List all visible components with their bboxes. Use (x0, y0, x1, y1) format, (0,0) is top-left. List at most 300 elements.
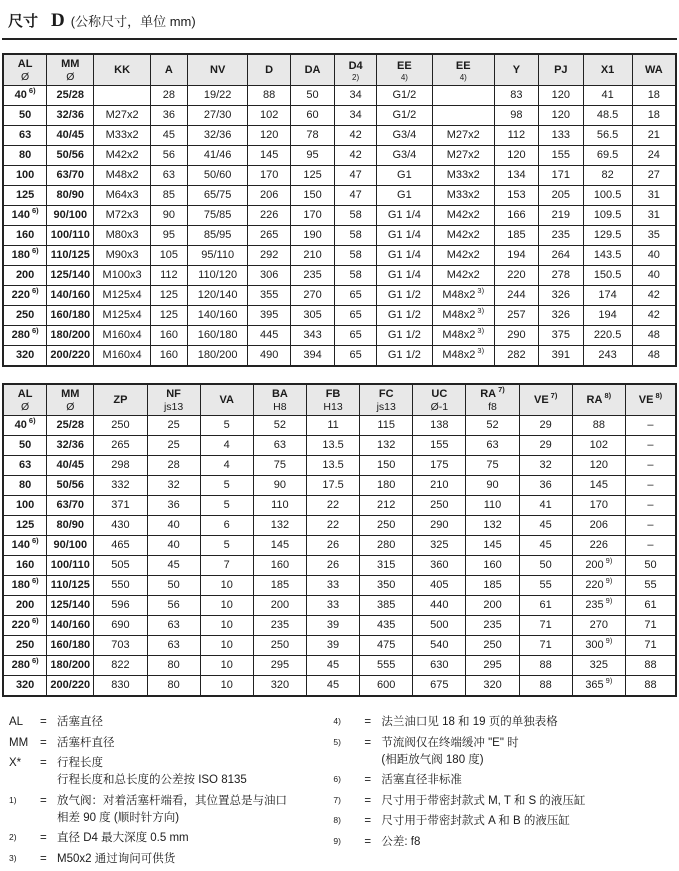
table-row (3, 146, 676, 166)
table-cell: 220 $^{6)}$ (3, 286, 47, 306)
column-subheader: f8 (488, 401, 497, 413)
table-cell: 50/56 (47, 146, 94, 166)
column-subheader: js13 (163, 401, 184, 413)
footnote-text-line: M50x2 通过询问可供货 (57, 852, 176, 865)
table-cell: – (625, 536, 676, 556)
footnote-text (381, 714, 671, 731)
table-cell: 112 (150, 266, 187, 286)
table-cell: 110/120 (187, 266, 248, 286)
column-header: FC js13 (360, 384, 413, 416)
table-cell: 475 (360, 636, 413, 656)
table-cell: 320 (253, 676, 306, 697)
table-cell: 206 (572, 516, 625, 536)
footnotes (9, 714, 671, 871)
table-cell: 32/36 (47, 106, 94, 126)
column-header: MM Ø (47, 54, 94, 86)
table-cell: 298 (94, 456, 147, 476)
table-cell: 200 $^{9)}$ (572, 556, 625, 576)
table-cell: 36 (150, 106, 187, 126)
table-row (3, 306, 676, 326)
table-cell: G1 (376, 166, 432, 186)
table-cell: 69.5 (583, 146, 632, 166)
column-header: KK (94, 54, 151, 86)
table-cell: 280 $^{6)}$ (3, 326, 47, 346)
table-row (3, 346, 676, 367)
table-cell: 270 (572, 616, 625, 636)
table-cell: 185 (466, 576, 519, 596)
table-cell: 465 (94, 536, 147, 556)
column-header: AL Ø (3, 54, 47, 86)
table-cell: 29 (519, 416, 572, 436)
table-row (3, 496, 676, 516)
table-cell: 175 (413, 456, 466, 476)
table-cell: M33x2 (432, 166, 494, 186)
footnote-item (333, 714, 671, 731)
table-cell: 200 (3, 266, 47, 286)
table-cell: G1 (376, 186, 432, 206)
table-cell: 110 (466, 496, 519, 516)
column-header: BA H8 (253, 384, 306, 416)
table-cell: 78 (290, 126, 334, 146)
table-row (3, 616, 676, 636)
table-cell: 102 (572, 436, 625, 456)
footnote-marker: 2) (9, 832, 17, 842)
header-row (3, 54, 676, 86)
table-cell: 88 (519, 676, 572, 697)
table-cell: 34 (335, 86, 377, 106)
table-cell: 25 (147, 416, 200, 436)
table-row (3, 676, 676, 697)
column-header: EE 4) (376, 54, 432, 86)
footnote-text-line: 相差 90 度 (顺时针方向) (57, 811, 180, 824)
table-cell: 290 (413, 516, 466, 536)
table-cell: 243 (583, 346, 632, 367)
footnote-text (57, 793, 333, 827)
table-cell: 830 (94, 676, 147, 697)
table-cell: 194 (494, 246, 538, 266)
table-cell: 45 (519, 516, 572, 536)
table-cell: 200 (466, 596, 519, 616)
table-cell: 63/70 (47, 496, 94, 516)
table-cell: 320 (3, 676, 47, 697)
column-header: EE 4) (432, 54, 494, 86)
table-cell: M90x3 (94, 246, 151, 266)
footnote-reference: 6) (31, 286, 39, 296)
table-cell: 22 (306, 496, 359, 516)
table-cell: 90/100 (47, 206, 94, 226)
table-cell: 500 (413, 616, 466, 636)
table-cell: 48 (632, 326, 676, 346)
table-cell: 85 (150, 186, 187, 206)
table-cell: 65/75 (187, 186, 248, 206)
table-cell: 822 (94, 656, 147, 676)
table-cell: – (625, 416, 676, 436)
table-cell: 394 (290, 346, 334, 367)
footnote-text-line: 节流阀仅在终端缓冲 "E" 时 (381, 736, 519, 749)
table-row (3, 456, 676, 476)
table-cell: 47 (335, 186, 377, 206)
table-cell: 17.5 (306, 476, 359, 496)
table-cell: 315 (360, 556, 413, 576)
table-cell: 45 (519, 536, 572, 556)
equals-sign: = (364, 815, 372, 827)
table-cell: 155 (413, 436, 466, 456)
footnote-text-line: 公差: f8 (381, 835, 421, 848)
column-subheader: Ø (21, 71, 30, 83)
table-cell: 205 (539, 186, 583, 206)
table-cell: 56 (147, 596, 200, 616)
footnote-reference: 6) (31, 616, 39, 626)
table-cell: M160x4 (94, 326, 151, 346)
table-cell: 36 (519, 476, 572, 496)
table-cell: 10 (200, 676, 253, 697)
table-cell: 40 (632, 246, 676, 266)
table-cell: 80 (147, 676, 200, 697)
table-cell: 365 $^{9)}$ (572, 676, 625, 697)
table-cell: 50 (3, 436, 47, 456)
table-cell: 45 (147, 556, 200, 576)
title-divider (2, 38, 677, 40)
footnote-marker: 6) (333, 774, 341, 784)
table-cell: 39 (306, 636, 359, 656)
table-cell: 325 (413, 536, 466, 556)
table-cell: 90 (253, 476, 306, 496)
table-cell: 153 (494, 186, 538, 206)
table-cell: 105 (150, 246, 187, 266)
column-header: Y (494, 54, 538, 86)
table-cell: 270 (290, 286, 334, 306)
table-cell: 125 (150, 286, 187, 306)
table-row (3, 266, 676, 286)
table-cell: 250 (413, 496, 466, 516)
table-cell: M27x2 (432, 126, 494, 146)
table-cell: – (625, 456, 676, 476)
column-subheader: H13 (323, 401, 343, 413)
table-cell: 295 (253, 656, 306, 676)
table-cell: 88 (572, 416, 625, 436)
footnote-item (9, 735, 333, 752)
table-cell: – (625, 496, 676, 516)
table-cell: 58 (335, 226, 377, 246)
table-cell: 109.5 (583, 206, 632, 226)
table-cell: M64x3 (94, 186, 151, 206)
footnote-text (57, 830, 333, 847)
table-cell: 555 (360, 656, 413, 676)
footnote-item (333, 813, 671, 830)
table-cell: 250 (3, 306, 47, 326)
table-cell: G1 1/2 (376, 306, 432, 326)
table-cell: 134 (494, 166, 538, 186)
equals-sign: = (40, 832, 47, 844)
table-cell: 42 (335, 126, 377, 146)
table-row (3, 416, 676, 436)
table-cell: – (625, 436, 676, 456)
title-label: 尺寸 (8, 13, 39, 30)
table-cell: 71 (625, 616, 676, 636)
footnote-text-line: 活塞杆直径 (57, 736, 115, 749)
footnote-reference: 6) (31, 576, 39, 586)
column-header: A (150, 54, 187, 86)
table-cell: M33x2 (94, 126, 151, 146)
table-cell: 675 (413, 676, 466, 697)
table-cell: 27/30 (187, 106, 248, 126)
table-cell: 166 (494, 206, 538, 226)
table-cell: 112 (494, 126, 538, 146)
column-header: VA (200, 384, 253, 416)
table-cell: 120 (572, 456, 625, 476)
table-cell: 50 (625, 556, 676, 576)
table-cell: 132 (466, 516, 519, 536)
table-cell: 80 (147, 656, 200, 676)
table-cell: 28 (150, 86, 187, 106)
column-header: ZP (94, 384, 147, 416)
table-cell: 100 (3, 496, 47, 516)
table-cell: 120 (494, 146, 538, 166)
table-cell: 40 (147, 516, 200, 536)
footnote-reference: 6) (31, 246, 39, 256)
table-cell: 25/28 (47, 86, 94, 106)
table-cell: 445 (248, 326, 290, 346)
footnote-item (333, 772, 671, 789)
table-cell: 145 (248, 146, 290, 166)
table-cell: 600 (360, 676, 413, 697)
column-header: D (248, 54, 290, 86)
table-cell: 180/200 (47, 656, 94, 676)
table-cell: 42 (632, 286, 676, 306)
footnote-text (381, 772, 671, 789)
table-cell: 385 (360, 596, 413, 616)
table-cell: 100/110 (47, 226, 94, 246)
footnote-reference: 9) (605, 556, 613, 566)
column-header: WA (632, 54, 676, 86)
footnote-text-line: 活塞直径非标准 (381, 774, 462, 786)
table-cell: G3/4 (376, 126, 432, 146)
footnote-item (333, 834, 671, 851)
table-cell: 102 (248, 106, 290, 126)
table-cell: 160/180 (187, 326, 248, 346)
table-cell: 32/36 (47, 436, 94, 456)
table-cell: 90 (150, 206, 187, 226)
table-cell: 71 (519, 636, 572, 656)
column-subheader: 2) (352, 72, 360, 82)
table-cell: 11 (306, 416, 359, 436)
table-cell: 19/22 (187, 86, 248, 106)
table-cell: 21 (632, 126, 676, 146)
table-cell: 395 (248, 306, 290, 326)
column-subheader: Ø (21, 401, 30, 413)
table-cell: 220 $^{9)}$ (572, 576, 625, 596)
table-cell: 90 (466, 476, 519, 496)
footnote-reference: 7) (550, 391, 558, 401)
table-cell: 33 (306, 576, 359, 596)
table-cell: 63 (3, 126, 47, 146)
table-cell: M125x4 (94, 286, 151, 306)
table-cell: M42x2 (432, 226, 494, 246)
table-cell: 88 (625, 656, 676, 676)
table-cell: 160/180 (47, 306, 94, 326)
table-cell: 40 $^{6)}$ (3, 416, 47, 436)
table-cell: 391 (539, 346, 583, 367)
table-cell: – (625, 516, 676, 536)
table-cell: 355 (248, 286, 290, 306)
footnote-marker: 9) (333, 835, 341, 846)
table-cell: G1 1/2 (376, 346, 432, 367)
table-cell: 250 (3, 636, 47, 656)
table-cell: 34 (335, 106, 377, 126)
footnote-text (57, 755, 333, 789)
equals-sign: = (364, 716, 372, 728)
table-cell: 63 (147, 616, 200, 636)
title-dimension-letter: D (51, 10, 65, 31)
table-cell: 32 (519, 456, 572, 476)
table-cell: G1/2 (376, 106, 432, 126)
table-cell: 55 (519, 576, 572, 596)
footnote-reference: 6) (31, 206, 39, 216)
table-cell: 160 (466, 556, 519, 576)
table-cell: 83 (494, 86, 538, 106)
table-cell: 10 (200, 616, 253, 636)
equals-sign: = (364, 835, 372, 848)
table-cell (432, 86, 494, 106)
table-cell: 61 (519, 596, 572, 616)
table-cell: 125 (150, 306, 187, 326)
footnote-item (333, 735, 671, 769)
table-cell: 63 (147, 636, 200, 656)
footnote-item (9, 755, 333, 789)
footnote-item (9, 793, 333, 827)
table-cell: 61 (625, 596, 676, 616)
table-cell: 31 (632, 186, 676, 206)
footnote-marker: 1) (9, 794, 17, 805)
table-cell: M48x2 (94, 166, 151, 186)
table-cell: 41/46 (187, 146, 248, 166)
table-cell: 405 (413, 576, 466, 596)
table-cell: 210 (290, 246, 334, 266)
table-cell: 40/45 (47, 456, 94, 476)
table-cell: 71 (519, 616, 572, 636)
table-cell: 6 (200, 516, 253, 536)
table-cell: 170 (248, 166, 290, 186)
table-cell: 65 (335, 326, 377, 346)
table-cell: 29 (519, 436, 572, 456)
footnote-text-line: 法兰油口见 18 和 19 页的单独表格 (381, 716, 558, 728)
footnote-text-line: 行程长度 (57, 757, 103, 769)
table-cell: 150.5 (583, 266, 632, 286)
table-cell: 170 (572, 496, 625, 516)
table-row (3, 206, 676, 226)
footnote-text (381, 793, 671, 810)
table-cell: M27x2 (94, 106, 151, 126)
table-cell: 5 (200, 416, 253, 436)
table-cell: 155 (539, 146, 583, 166)
table-cell: 75/85 (187, 206, 248, 226)
table-cell: 435 (360, 616, 413, 636)
footnote-reference: 3) (477, 346, 485, 356)
column-header: MM Ø (47, 384, 94, 416)
table-row (3, 186, 676, 206)
table-cell: 171 (539, 166, 583, 186)
table-cell: 150 (360, 456, 413, 476)
table-cell: 129.5 (583, 226, 632, 246)
dimensions-table-upper (2, 53, 677, 367)
table-cell: 88 (248, 86, 290, 106)
table-cell: 45 (306, 656, 359, 676)
table-cell: 58 (335, 246, 377, 266)
table-cell: 63/70 (47, 166, 94, 186)
header-row (3, 384, 676, 416)
table-cell: 52 (253, 416, 306, 436)
table-cell: 42 (335, 146, 377, 166)
table-cell: 206 (248, 186, 290, 206)
table-cell: 26 (306, 536, 359, 556)
table-cell: 194 (583, 306, 632, 326)
column-header: D4 2) (335, 54, 377, 86)
table-cell: 98 (494, 106, 538, 126)
table-cell: M42x2 (432, 206, 494, 226)
table-cell: 7 (200, 556, 253, 576)
table-cell: 220 (494, 266, 538, 286)
table-cell: 50/60 (187, 166, 248, 186)
footnote-text (57, 714, 333, 731)
table-cell: 4 (200, 436, 253, 456)
table-cell: M80x3 (94, 226, 151, 246)
table-cell: 292 (248, 246, 290, 266)
table-cell: 125 (3, 186, 47, 206)
table-cell: 326 (539, 286, 583, 306)
table-cell: 115 (360, 416, 413, 436)
table-cell: 235 (539, 226, 583, 246)
footnote-reference: 8) (655, 391, 663, 401)
table-cell: 50 (147, 576, 200, 596)
column-header: RA $^{7)}$ f8 (466, 384, 519, 416)
table-cell: M33x2 (432, 186, 494, 206)
table-cell: M48x2 $^{3)}$ (432, 346, 494, 367)
footnote-reference: 3) (477, 286, 485, 296)
table-cell: M27x2 (432, 146, 494, 166)
table-cell: 174 (583, 286, 632, 306)
table-row (3, 226, 676, 246)
table-cell: 320 (3, 346, 47, 367)
table-cell: 160 (253, 556, 306, 576)
table-cell: 140/160 (187, 306, 248, 326)
table-cell: 235 (466, 616, 519, 636)
column-header: VE $^{8)}$ (625, 384, 676, 416)
table-cell: 140 $^{6)}$ (3, 536, 47, 556)
table-cell: 235 $^{9)}$ (572, 596, 625, 616)
table-cell: 5 (200, 476, 253, 496)
table-cell: 41 (583, 86, 632, 106)
column-header: NF js13 (147, 384, 200, 416)
table-cell: M48x2 $^{3)}$ (432, 306, 494, 326)
table-cell: 703 (94, 636, 147, 656)
table-cell: 264 (539, 246, 583, 266)
footnote-text (57, 851, 333, 868)
table-cell: 160 (150, 346, 187, 367)
table-cell: 85/95 (187, 226, 248, 246)
table-cell: – (625, 476, 676, 496)
table-cell: 50/56 (47, 476, 94, 496)
table-cell: 180/200 (187, 346, 248, 367)
table-cell: G1 1/4 (376, 246, 432, 266)
table-row (3, 436, 676, 456)
footnote-marker: AL (9, 716, 24, 728)
table-row (3, 246, 676, 266)
table-cell: G1 1/2 (376, 326, 432, 346)
table-cell: 125/140 (47, 596, 94, 616)
table-body (3, 86, 676, 367)
footnote-text-line: 活塞直径 (57, 716, 103, 728)
table-cell: M48x2 $^{3)}$ (432, 326, 494, 346)
